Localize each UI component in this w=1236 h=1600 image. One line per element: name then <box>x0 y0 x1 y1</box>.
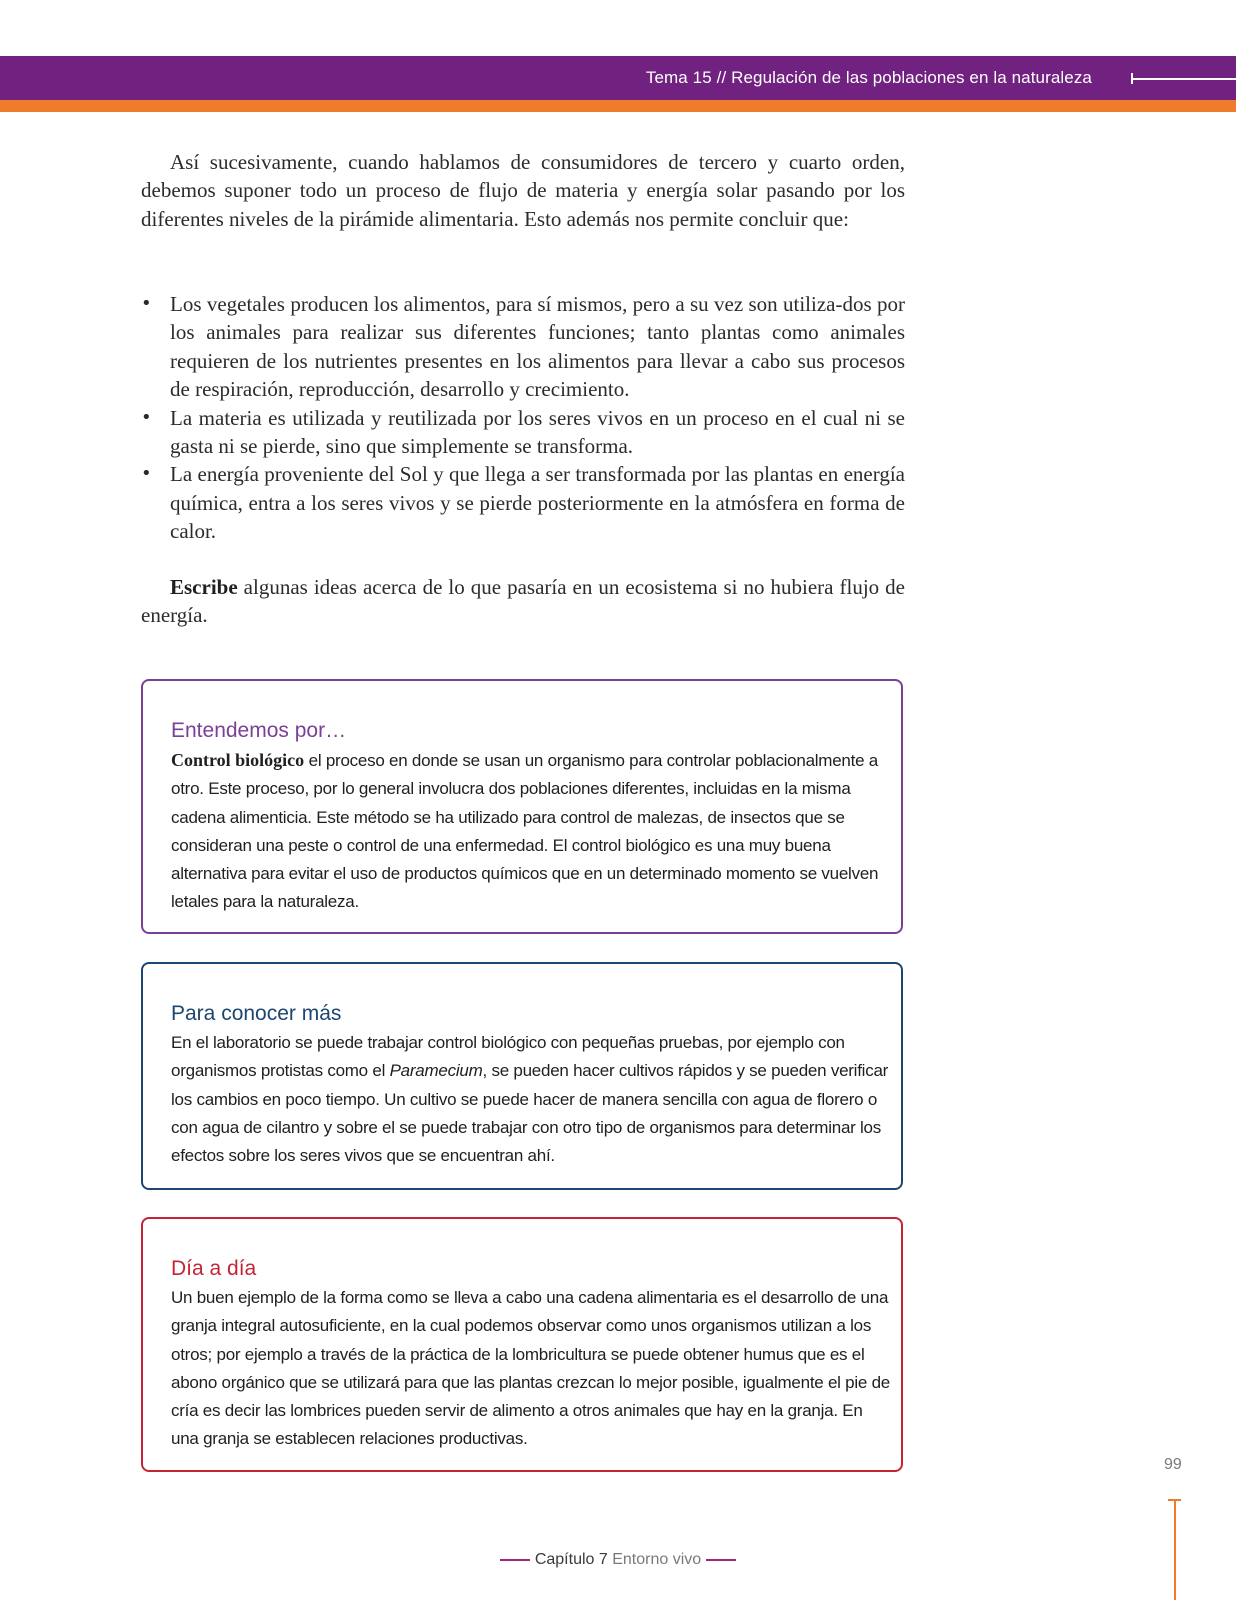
margin-rule <box>1174 1500 1176 1600</box>
organism-name: Paramecium <box>389 1061 483 1081</box>
footer-rule-right <box>706 1559 736 1561</box>
bullet-icon: • <box>141 293 152 314</box>
learn-more-box-text <box>171 1029 891 1170</box>
bullet-icon: • <box>141 406 152 428</box>
list-item-text: La energía proveniente del Sol y que llega a ser transformada por las plantas en energía química, entra a los seres vivos y se pierde posteriormente en la atmósfera en forma de calor. <box>170 462 905 544</box>
definition-description: el proceso en donde se usan un organismo para controlar poblacionalmente a otro. Este proceso, por lo general involucra dos poblaciones diferentes, incluidas en la misma cadena alimenticia. Este método se ha utilizado para control de malezas, de insectos que se consideran una peste o control de una enfermedad. El control biológico es una muy buena alternativa para evitar el uso de productos químicos que en un determinado momento se vuelven letales para la naturaleza. <box>171 751 879 912</box>
chapter-topic-title: Tema 15 // Regulación de las poblaciones en la naturaleza <box>645 68 1092 87</box>
daily-life-box <box>141 1217 903 1472</box>
daily-life-box-text: Un buen ejemplo de la forma como se lleva a cabo una cadena alimentaria es el desarrollo de una granja integral autosuficiente, en la cual podemos observar como unos organismos utilizan a los otros; por ejemplo a través de la práctica de la lombricultura se puede obtener humus que es el abono orgánico que se utilizará para que las plantas crezcan lo mejor posible, igualmente el pie de cría es decir las lombrices pueden servir de alimento a otros animales que hay en la granja. En una granja se establecen relaciones productivas. <box>171 1288 890 1449</box>
learn-more-box-title: Para conocer más <box>171 1002 342 1025</box>
daily-life-box-title: Día a día <box>171 1257 257 1280</box>
footer-rule-left <box>500 1559 530 1561</box>
list-item <box>141 404 905 461</box>
list-item <box>141 460 905 545</box>
list-item-text: Los vegetales producen los alimentos, para sí mismos, pero a su vez son utiliza-dos por los animales para realizar sus diferentes funciones; tanto plantas como animales requieren de los nutrientes presentes en los alimentos para llevar a cabo sus procesos de respiración, reproducción, desarrollo y crecimiento. <box>170 292 905 402</box>
conclusions-list <box>141 290 905 546</box>
list-item <box>141 290 905 404</box>
activity-text: algunas ideas acerca de lo que pasaría en un ecosistema si no hubiera flujo de energía. <box>141 575 905 628</box>
page-number: 99 <box>1164 1456 1182 1473</box>
activity-verb: Escribe <box>170 575 238 599</box>
intro-paragraph: Así sucesivamente, cuando hablamos de consumidores de tercero y cuarto orden, debemos suponer todo un proceso de flujo de materia y energía solar pasando por los diferentes niveles de la pirámide alimentaria. Esto además nos permite concluir que: <box>141 150 905 231</box>
definition-term: Control biológico <box>171 750 305 770</box>
list-item-text: La materia es utilizada y reutilizada por los seres vivos en un proceso en el cual ni se gasta ni se pierde, sino que simplemente se transforma. <box>170 405 905 459</box>
definition-box-title: Entendemos por… <box>171 719 347 742</box>
bullet-icon: • <box>141 463 152 485</box>
learn-more-text-end: , se pueden hacer cultivos rápidos y se pueden verificar los cambios en poco tiempo. Un cultivo se puede hacer de manera sencilla con agua de florero o con agua de cilantro y sobre el se puede trabajar con otro tipo de organismos para determinar los efectos sobre los seres vivos que se encuentran ahí. <box>171 1061 889 1166</box>
header-rule <box>1131 78 1236 80</box>
learn-more-text-start: En el laboratorio se puede trabajar control biológico con pequeñas pruebas, por ejemplo con organismos protistas como el <box>171 1033 845 1081</box>
activity-paragraph <box>141 573 905 630</box>
header-accent-stripe <box>0 100 1236 112</box>
chapter-footer <box>0 1551 1236 1569</box>
footer-chapter: Capítulo 7 <box>534 1551 608 1568</box>
learn-more-box <box>141 962 903 1190</box>
definition-box-text <box>171 746 891 917</box>
footer-chapter-subtitle: Entorno vivo <box>612 1551 702 1568</box>
definition-box <box>141 679 903 934</box>
